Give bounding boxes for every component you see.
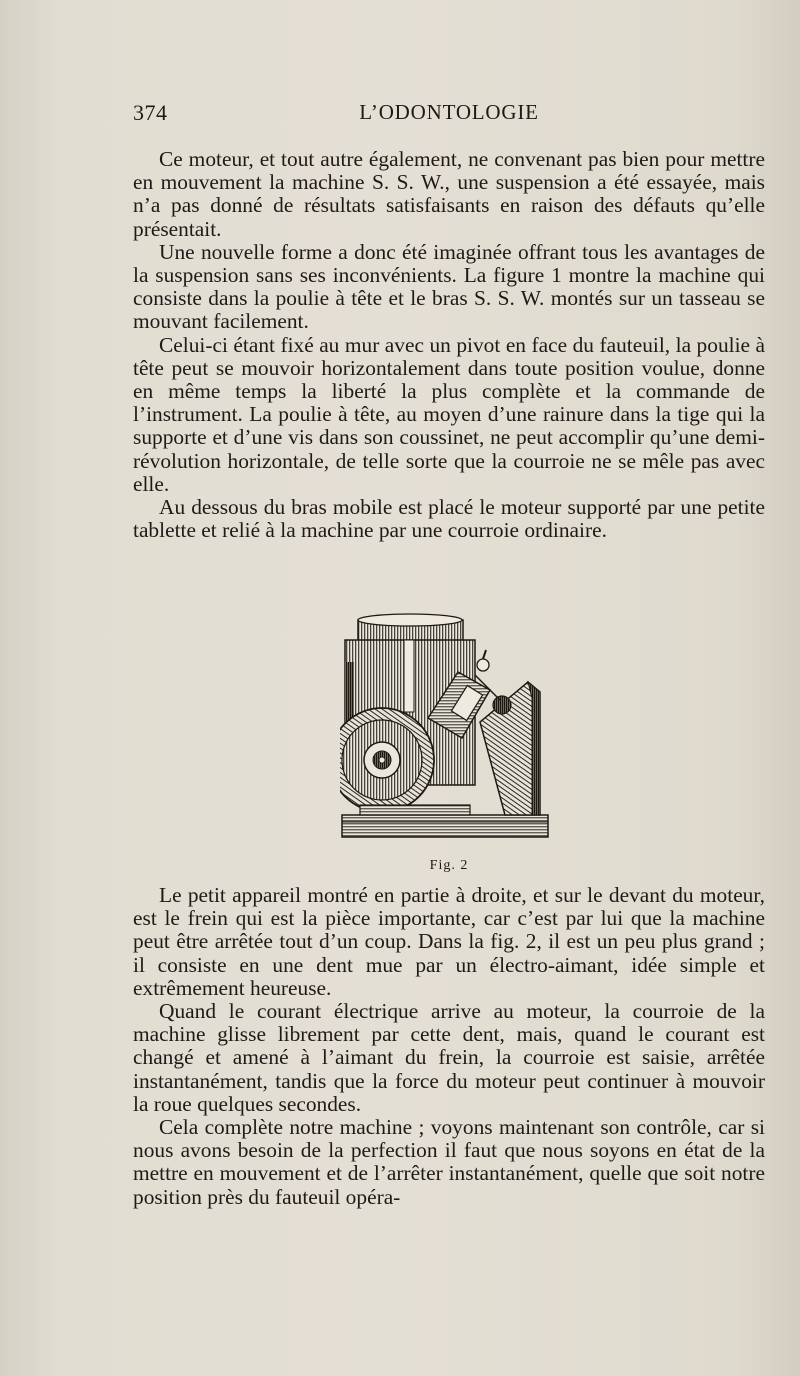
- running-title: L’ODONTOLOGIE: [359, 100, 539, 124]
- paragraph: Cela complète notre machine ; voyons maintenant son contrôle, car si nous avons besoin de la perfection il faut que nous soyons en état de la mettre en mouvement et de l’arrêter instantanément, quelle que soit notre position près du fauteuil opéra-: [133, 1115, 765, 1209]
- paragraph: Celui-ci étant fixé au mur avec un pivot en face du fauteuil, la poulie à tête peut se mouvoir horizontalement dans toute position voulue, donne en même temps la liberté la plus complète et la commande de l’instrument. La poulie à tête, au moyen d’une rainure dans la tige qui la supporte et d’une vis dans son coussinet, ne peut accomplir qu’une demi-révolution horizontale, de telle sorte que la courroie ne se mêle pas avec elle.: [133, 332, 765, 496]
- paragraph: Le petit appareil montré en partie à droite, et sur le devant du moteur, est le frein qui est la pièce importante, car c’est par lui que la machine peut être arrêtée tout d’un coup. Dans la fig. 2, il est un peu plus grand ; il consiste en une dent mue par un électro-aimant, idée simple et extrêmement heureuse.: [133, 883, 765, 1000]
- page-header: [133, 96, 765, 132]
- page-number: 374: [133, 100, 168, 125]
- paragraph: Ce moteur, et tout autre également, ne convenant pas bien pour mettre en mouvement la machine S. S. W., une suspension a été essayée, mais n’a pas donné de résultats satisfaisants en raison des défauts qu’elle présentait.: [133, 147, 765, 241]
- paragraph: Au dessous du bras mobile est placé le moteur supporté par une petite tablette et relié à la machine par une courroie ordinaire.: [133, 495, 765, 543]
- paragraph: Quand le courant électrique arrive au moteur, la courroie de la machine glisse librement par cette dent, mais, quand le courant est changé et amené à l’aimant du frein, la courroie est saisie, arrêtée instantanément, tandis que la force du moteur peut continuer à mouvoir la roue quelques secondes.: [133, 999, 765, 1116]
- figure-caption: Fig. 2: [429, 858, 469, 873]
- body-text-bottom: [133, 884, 765, 1209]
- motor-engraving: [340, 610, 550, 842]
- paragraph: Une nouvelle forme a donc été imaginée offrant tous les avantages de la suspension sans ses inconvénients. La figure 1 montre la machine qui consiste dans la poulie à tête et le bras S. S. W. montés sur un tasseau se mouvant facilement.: [133, 239, 765, 334]
- body-text-top: [133, 148, 765, 542]
